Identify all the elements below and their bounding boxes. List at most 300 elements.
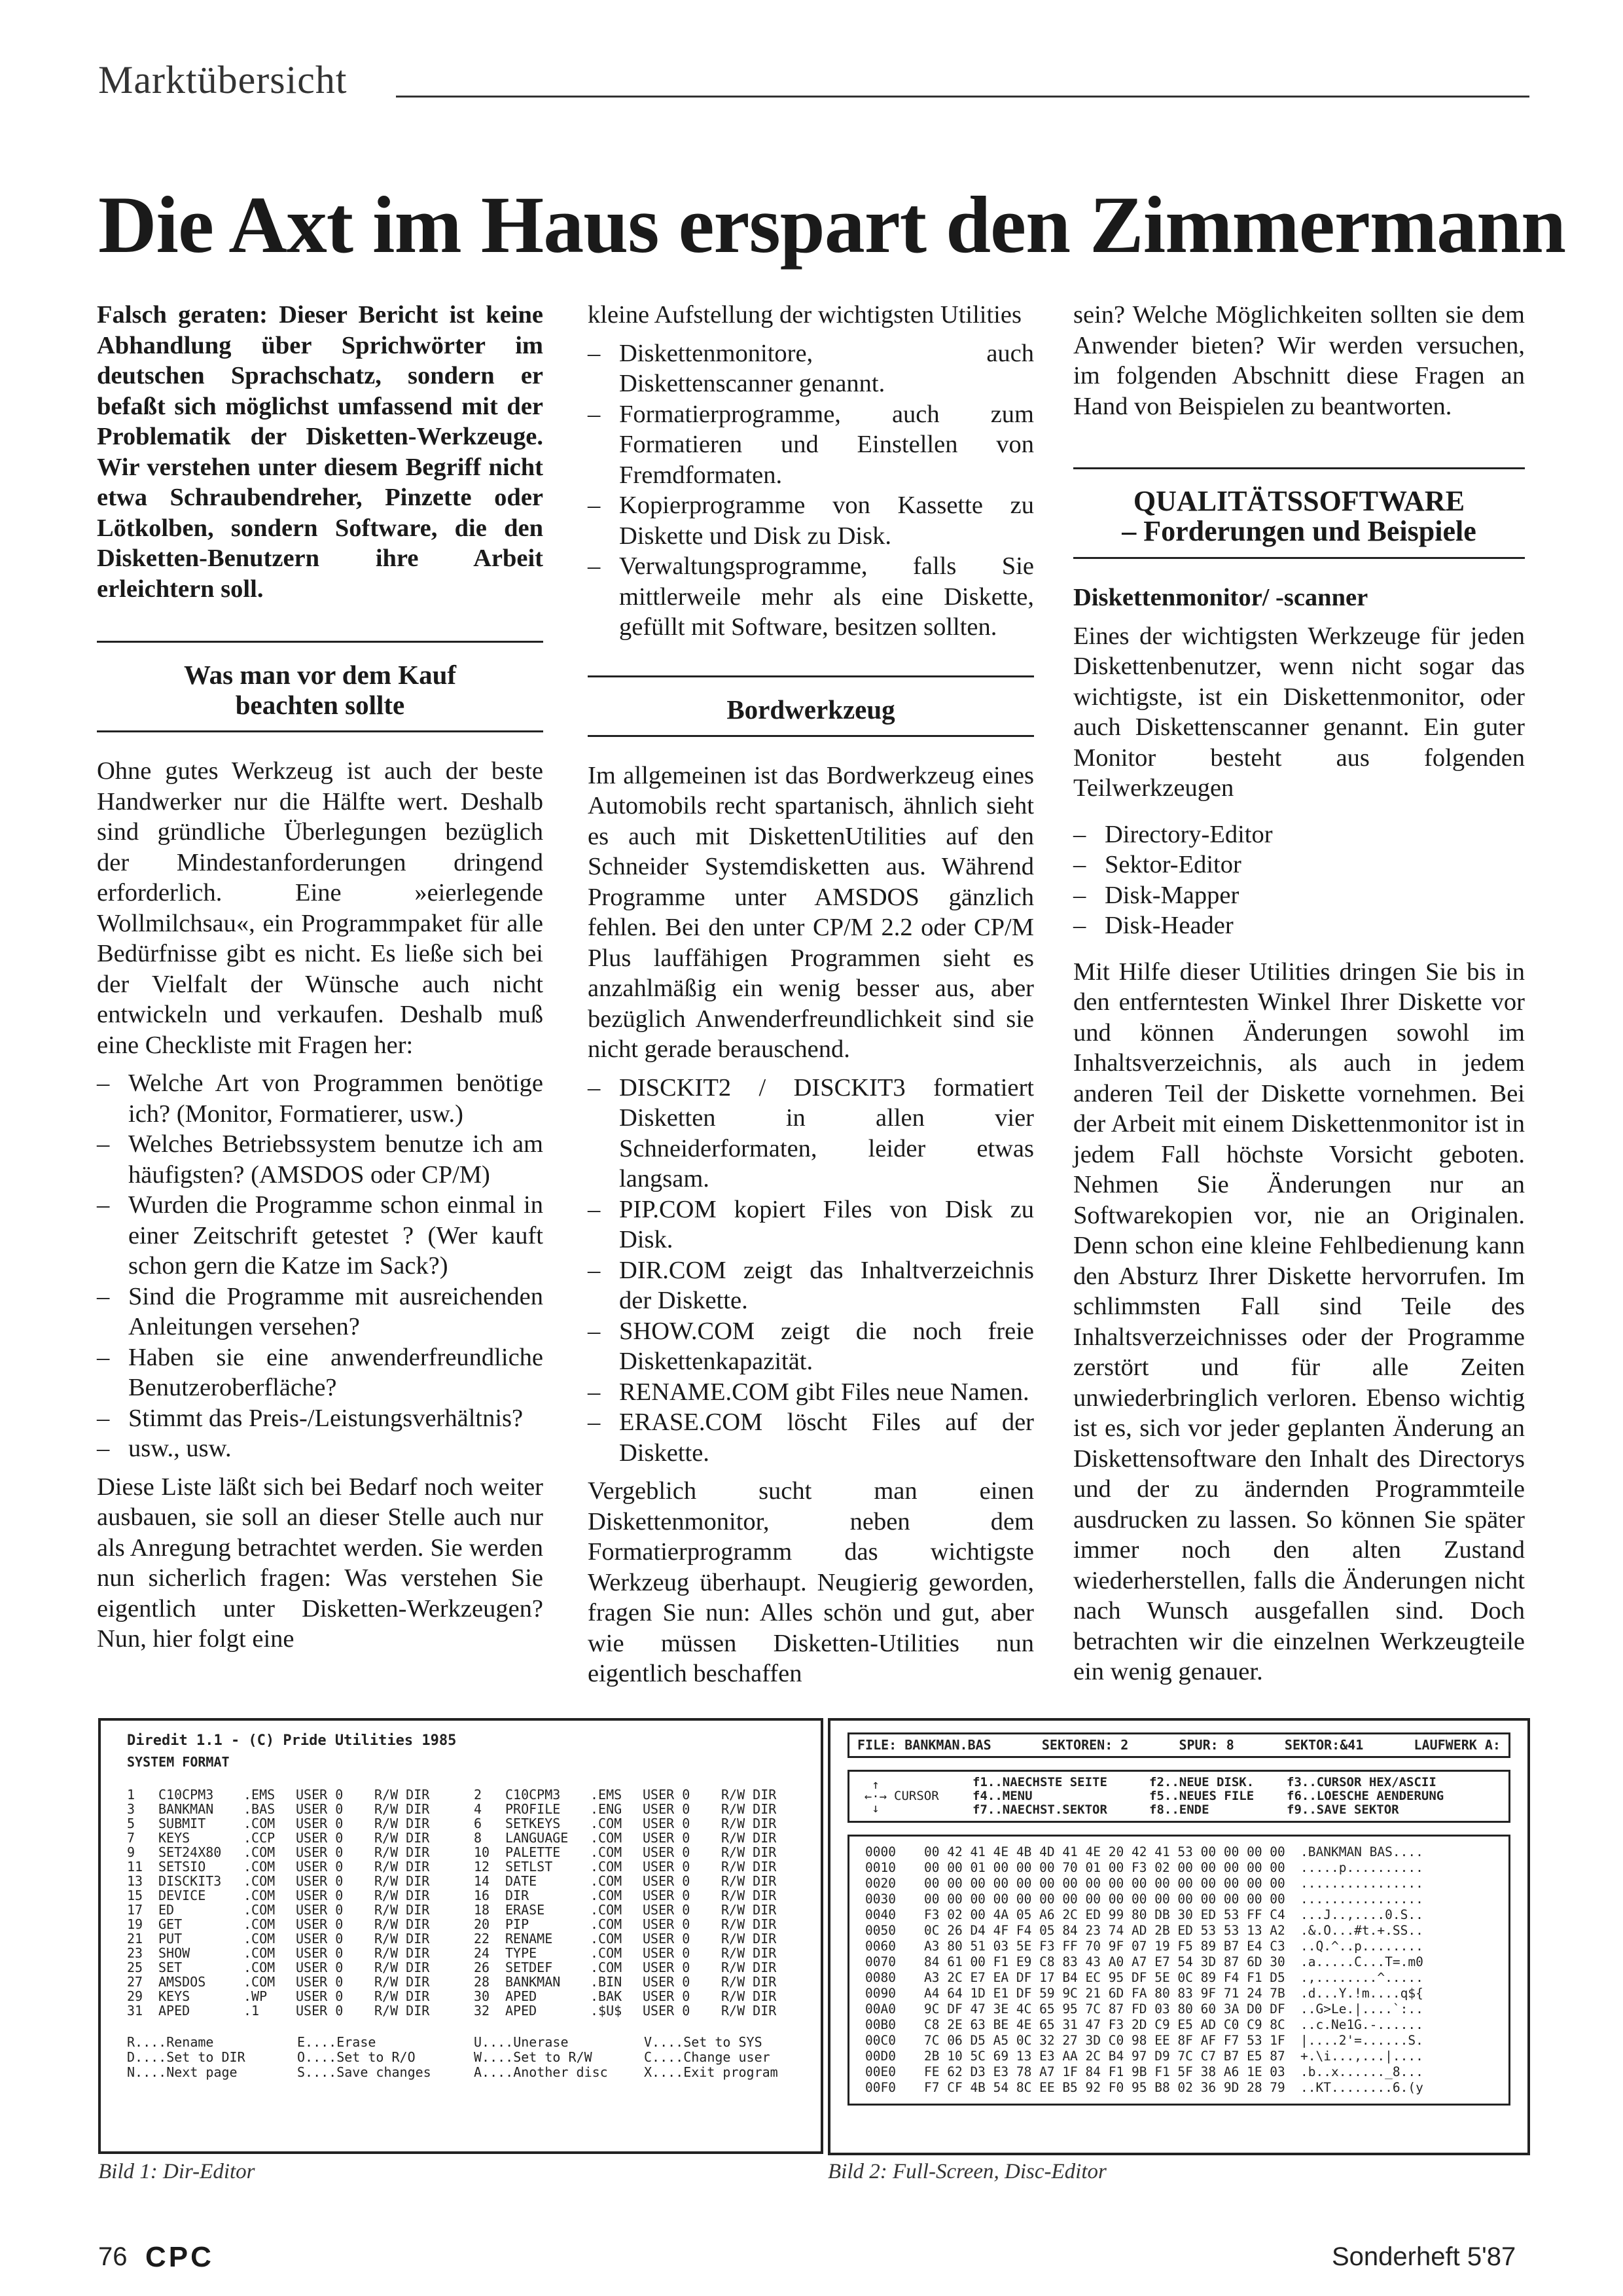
dir-entry-cell: DISCKIT3 <box>158 1873 222 1889</box>
dir-entry-cell: SHOW <box>158 1945 190 1961</box>
hex-offset: 00B0 <box>865 2017 896 2032</box>
dir-entry-cell: 22 <box>474 1931 490 1946</box>
issue-label: Sonderheft 5'87 <box>1332 2242 1516 2271</box>
hex-offset: 00C0 <box>865 2033 896 2048</box>
dir-entry-cell: .COM <box>243 1960 276 1975</box>
dir-entry-cell: 9 <box>127 1844 135 1860</box>
dir-entry-row <box>474 1802 794 1816</box>
lead-paragraph: Falsch geraten: Dieser Bericht ist keine Abhandlung über Sprichwörter im deutschen Sprachschatz, sondern er befaßt sich möglichst umfassend mit der Problematik der Disketten-Werkzeuge. Wir verstehen unter diesem Begriff nicht etwa Schraubendreher, Pinzette oder Lötkolben, sondern Software, die den Disketten-Benutzern ihre Arbeit erleichtern soll. <box>97 301 543 603</box>
dir-listing-right <box>474 1787 794 2018</box>
dir-entry-row <box>127 1917 448 1931</box>
hex-ascii: ...J..,....0.S.. <box>1300 1907 1423 1922</box>
list-item: – Disk-Header <box>1073 910 1525 941</box>
dir-entry-cell: USER 0 <box>296 1974 344 1990</box>
dir-entry-cell: .WP <box>243 1988 268 2004</box>
checklist <box>97 1068 543 1464</box>
dir-entry-cell: R/W DIR <box>374 1931 430 1946</box>
header-rule <box>396 96 1529 98</box>
dir-entry-cell: R/W DIR <box>374 1902 430 1918</box>
function-key-item: f3..CURSOR HEX/ASCII <box>1287 1775 1436 1789</box>
spur-label: SPUR: 8 <box>1179 1737 1234 1753</box>
dir-entry-row <box>474 1859 794 1874</box>
subheading-kauf: Was man vor dem Kauf beachten sollte <box>97 641 543 732</box>
dir-editor-title: Diredit 1.1 - (C) Pride Utilities 1985 <box>127 1732 457 1749</box>
hex-offset: 0070 <box>865 1954 896 1969</box>
dir-entry-cell: .CCP <box>243 1830 276 1846</box>
hex-bytes: A3 2C E7 EA DF 17 B4 EC 95 DF 5E 0C 89 F4 F1 D5 <box>924 1970 1285 1985</box>
hex-row <box>865 2033 1493 2049</box>
hex-row <box>865 1892 1493 1907</box>
hex-row <box>865 2017 1493 2033</box>
dir-entry-cell: 12 <box>474 1859 490 1874</box>
hex-ascii: .d...Y.!m....q${ <box>1300 1986 1423 2001</box>
dir-command: S....Save changes <box>297 2064 431 2080</box>
dir-entry-cell: USER 0 <box>643 1830 690 1846</box>
dir-entry-row <box>474 1975 794 1989</box>
dir-entry-cell: .COM <box>590 1859 622 1874</box>
subheading-line: QUALITÄTSSOFTWARE <box>1133 485 1465 517</box>
dir-command: X....Exit program <box>644 2064 778 2080</box>
hex-row <box>865 1986 1493 2001</box>
utilities-list <box>588 338 1034 643</box>
dir-listing <box>127 1787 794 2018</box>
dir-entry-cell: USER 0 <box>643 1902 690 1918</box>
dir-entry-cell: USER 0 <box>296 1945 344 1961</box>
hex-ascii: .....p.......... <box>1300 1860 1423 1875</box>
file-label: FILE: BANKMAN.BAS <box>857 1737 991 1753</box>
dir-entry-cell: .COM <box>243 1902 276 1918</box>
section-label: Marktübersicht <box>98 58 348 101</box>
list-item: – usw., usw. <box>97 1433 543 1464</box>
dir-entry-cell: R/W DIR <box>374 1916 430 1932</box>
hex-ascii: ..c.Ne1G.-...... <box>1300 2017 1423 2032</box>
monitor-tools-list <box>1073 819 1525 941</box>
dir-entry-row <box>127 1931 448 1946</box>
cursor-label: CURSOR <box>894 1789 939 1803</box>
dir-entry-cell: .COM <box>243 1859 276 1874</box>
hex-offset: 0050 <box>865 1923 896 1938</box>
dir-entry-cell: USER 0 <box>296 1816 344 1831</box>
list-item: – Wurden die Programme schon einmal in einer Zeitschrift getestet ? (Wer kauft schon gern die Katze im Sack?) <box>97 1190 543 1282</box>
function-key-item: f7..NAECHST.SEKTOR <box>972 1803 1107 1817</box>
function-key-item: f8..ENDE <box>1149 1803 1209 1817</box>
list-item: – Haben sie eine anwenderfreundliche Benutzeroberfläche? <box>97 1342 543 1403</box>
list-item: – Formatierprogramme, auch zum Formatieren und Einstellen von Fremdformaten. <box>588 399 1034 491</box>
hex-ascii: |....2'=......S. <box>1300 2033 1423 2048</box>
hex-bytes: 00 00 01 00 00 00 70 01 00 F3 02 00 00 00 00 00 <box>924 1860 1285 1875</box>
dir-entry-row <box>474 1946 794 1960</box>
dir-entry-cell: R/W DIR <box>374 1816 430 1831</box>
list-item: – Kopierprogramme von Kassette zu Diskette und Disk zu Disk. <box>588 490 1034 551</box>
dir-entry-cell: .BAS <box>243 1801 276 1817</box>
dir-entry-cell: .BIN <box>590 1974 622 1990</box>
dir-command: U....Unerase <box>474 2034 569 2050</box>
dir-entry-cell: .COM <box>590 1816 622 1831</box>
dir-entry-cell: APED <box>505 1988 537 2004</box>
dir-entry-cell: SET24X80 <box>158 1844 222 1860</box>
dir-entry-cell: R/W DIR <box>374 1888 430 1903</box>
subsubheading: Diskettenmonitor/ -scanner <box>1073 584 1368 611</box>
dir-entry-cell: .EMS <box>243 1787 276 1803</box>
dir-entry-cell: .COM <box>243 1844 276 1860</box>
list-item: – PIP.COM kopiert Files von Disk zu Disk. <box>588 1194 1034 1255</box>
tools-list <box>588 1073 1034 1469</box>
dir-entry-cell: 7 <box>127 1830 135 1846</box>
dir-entry-cell: KEYS <box>158 1988 190 2004</box>
dir-entry-cell: 6 <box>474 1816 482 1831</box>
hex-bytes: A4 64 1D E1 DF 59 9C 21 6D FA 80 83 9F 71 24 7B <box>924 1986 1285 2001</box>
paragraph: Ohne gutes Werkzeug ist auch der beste Handwerker nur die Hälfte wert. Deshalb sind gründliche Überlegungen bezüglich der Mindestanforderungen dringend erforderlich. Eine »eierlegende Wollmilchsau«, ein Programmpaket für alle Bedürfnisse gibt es nicht. Es ließe sich bei der Vielfalt der Wünsche auch nicht entwickeln und verkaufen. Deshalb muß eine Checkliste mit Fragen her: <box>97 757 543 1059</box>
dir-command: A....Another disc <box>474 2064 608 2080</box>
dir-entry-cell: R/W DIR <box>374 1801 430 1817</box>
hex-offset: 00F0 <box>865 2080 896 2095</box>
dir-entry-row <box>474 1917 794 1931</box>
dir-entry-cell: .COM <box>590 1916 622 1932</box>
hex-bytes: F7 CF 4B 54 8C EE B5 92 F0 95 B8 02 36 9D 28 79 <box>924 2080 1285 2095</box>
dir-entry-cell: R/W DIR <box>721 1931 777 1946</box>
paragraph: kleine Aufstellung der wichtigsten Utilities <box>588 301 1022 329</box>
dir-entry-cell: 27 <box>127 1974 143 1990</box>
hex-offset: 0040 <box>865 1907 896 1922</box>
dir-entry-cell: 11 <box>127 1859 143 1874</box>
dir-entry-cell: R/W DIR <box>374 1960 430 1975</box>
dir-entry-cell: R/W DIR <box>721 1974 777 1990</box>
dir-entry-cell: 28 <box>474 1974 490 1990</box>
hex-row <box>865 2080 1493 2096</box>
dir-entry-row <box>127 1816 448 1831</box>
hex-ascii: ................ <box>1300 1892 1423 1907</box>
dir-entry-row <box>127 2003 448 2018</box>
dir-entry-row <box>474 1845 794 1859</box>
dir-entry-cell: R/W DIR <box>374 1844 430 1860</box>
dir-command: W....Set to R/W <box>474 2049 592 2065</box>
disc-editor-status-bar <box>847 1732 1510 1758</box>
list-item: – Sektor-Editor <box>1073 850 1525 880</box>
dir-command: E....Erase <box>297 2034 376 2050</box>
dir-entry-cell: ERASE <box>505 1902 545 1918</box>
hex-ascii: ..Q.^..p........ <box>1300 1939 1423 1954</box>
list-item: – DIR.COM zeigt das Inhaltverzeichnis der Diskette. <box>588 1255 1034 1316</box>
dir-entry-cell: 16 <box>474 1888 490 1903</box>
dir-entry-cell: LANGUAGE <box>505 1830 569 1846</box>
sektoren-label: SEKTOREN: 2 <box>1041 1737 1129 1753</box>
hex-row <box>865 1939 1493 1954</box>
hex-bytes: 00 42 41 4E 4B 4D 41 4E 20 42 41 53 00 00 00 00 <box>924 1844 1285 1859</box>
dir-entry-cell: USER 0 <box>296 1902 344 1918</box>
dir-entry-cell: .COM <box>243 1931 276 1946</box>
figure-disc-editor <box>828 1718 1530 2155</box>
dir-entry-cell: USER 0 <box>643 1888 690 1903</box>
dir-entry-cell: KEYS <box>158 1830 190 1846</box>
paragraph: Im allgemeinen ist das Bordwerkzeug eines Automobils recht spartanisch, ähnlich sieht es auch mit DiskettenUtilities auf den Schneider Systemdisketten aus. Während Programme unter AMSDOS gänzlich fehlen. Bei den unter CP/M 2.2 oder CP/M Plus lauffähigen Programmen sieht es anzahlmäßig ein wenig besser aus, aber bezüglich Anwenderfreundlichkeit sind sie nicht gerade berauschend. <box>588 761 1034 1063</box>
dir-editor-subtitle: SYSTEM FORMAT <box>127 1754 230 1770</box>
dir-command: O....Set to R/O <box>297 2049 416 2065</box>
dir-entry-cell: USER 0 <box>643 2003 690 2018</box>
hex-offset: 0020 <box>865 1876 896 1891</box>
dir-entry-cell: R/W DIR <box>721 1801 777 1817</box>
dir-entry-cell: .COM <box>243 1916 276 1932</box>
dir-entry-cell: USER 0 <box>643 1916 690 1932</box>
hex-row <box>865 1954 1493 1970</box>
function-key-item: f1..NAECHSTE SEITE <box>972 1775 1107 1789</box>
hex-offset: 0010 <box>865 1860 896 1875</box>
dir-entry-cell: 19 <box>127 1916 143 1932</box>
paragraph: Mit Hilfe dieser Utilities dringen Sie bis in den entferntesten Winkel Ihrer Diskette vor und können Änderungen sowohl im Inhaltsverzeichnis, als auch in jedem anderen Teil der Diskette vornehmen. Bei der Arbeit mit einem Diskettenmonitor ist in jedem Fall höchste Vorsicht geboten. Nehmen Sie Änderungen nur an Softwarekopien vor, nie an Originalen. Denn schon eine kleine Fehlbedienung kann den Absturz Ihrer Diskette hervorrufen. Im schlimmsten Fall sind Teile des Inhaltsverzeichnisses oder der Programme zerstört und für alle Zeiten unwiederbringlich verloren. Ebenso wichtig ist es, sich vor jeder geplanten Änderung an Diskettensoftware den Inhalt des Directorys und der zu ändernden Programmteile ausdrucken zu lassen. So können Sie später immer noch den alten Zustand wiederherstellen, falls die Änderungen nicht nach Wunsch ausgefallen sind. Doch betrachten wir die einzelnen Werkzeugteile ein wenig genauer. <box>1073 958 1525 1685</box>
dir-entry-cell: .COM <box>590 1902 622 1918</box>
hex-offset: 0000 <box>865 1844 896 1859</box>
dir-entry-cell: 32 <box>474 2003 490 2018</box>
dir-entry-cell: 21 <box>127 1931 143 1946</box>
dir-command: C....Change user <box>644 2049 770 2065</box>
dir-entry-cell: R/W DIR <box>374 1974 430 1990</box>
hex-bytes: FE 62 D3 E3 78 A7 1F 84 F1 9B F1 5F 38 A6 1E 03 <box>924 2064 1285 2079</box>
dir-command: R....Rename <box>127 2034 214 2050</box>
hex-bytes: 00 00 00 00 00 00 00 00 00 00 00 00 00 00 00 00 <box>924 1892 1285 1907</box>
dir-entry-row <box>127 1989 448 2003</box>
dir-entry-cell: .COM <box>590 1873 622 1889</box>
dir-entry-cell: 2 <box>474 1787 482 1803</box>
dir-entry-cell: 13 <box>127 1873 143 1889</box>
dir-entry-cell: USER 0 <box>643 1931 690 1946</box>
dir-entry-cell: SETKEYS <box>505 1816 561 1831</box>
dir-entry-cell: 3 <box>127 1801 135 1817</box>
dir-entry-row <box>474 2003 794 2018</box>
dir-entry-row <box>474 1874 794 1888</box>
dir-entry-cell: USER 0 <box>296 1931 344 1946</box>
dir-entry-cell: 31 <box>127 2003 143 2018</box>
dir-entry-row <box>474 1989 794 2003</box>
hex-bytes: 84 61 00 F1 E9 C8 83 43 A0 A7 E7 54 3D 87 6D 30 <box>924 1954 1285 1969</box>
dir-entry-row <box>474 1888 794 1903</box>
dir-entry-cell: .COM <box>243 1816 276 1831</box>
list-item: – Sind die Programme mit ausreichenden Anleitungen versehen? <box>97 1282 543 1342</box>
dir-entry-cell: BANKMAN <box>158 1801 214 1817</box>
list-item: – Directory-Editor <box>1073 819 1525 850</box>
dir-entry-cell: R/W DIR <box>721 2003 777 2018</box>
dir-entry-cell: USER 0 <box>643 1816 690 1831</box>
hex-ascii: .BANKMAN BAS.... <box>1300 1844 1423 1859</box>
function-key-item: f2..NEUE DISK. <box>1149 1775 1255 1789</box>
dir-entry-cell: USER 0 <box>643 1844 690 1860</box>
dir-entry-cell: R/W DIR <box>721 1960 777 1975</box>
function-key-menu <box>972 1776 1501 1817</box>
dir-commands <box>127 2035 794 2079</box>
dir-entry-cell: .COM <box>590 1830 622 1846</box>
dir-entry-cell: R/W DIR <box>721 1830 777 1846</box>
hex-row <box>865 1970 1493 1986</box>
dir-entry-cell: R/W DIR <box>374 1859 430 1874</box>
headline: Die Axt im Haus erspart den Zimmermann <box>98 180 1566 270</box>
list-item: – Verwaltungsprogramme, falls Sie mittlerweile mehr als eine Diskette, gefüllt mit Software, besitzen sollten. <box>588 551 1034 643</box>
hex-offset: 0060 <box>865 1939 896 1954</box>
hex-bytes: A3 80 51 03 5E F3 FF 70 9F 07 19 F5 89 B7 E4 C3 <box>924 1939 1285 1954</box>
dir-entry-cell: R/W DIR <box>721 1816 777 1831</box>
dir-entry-cell: APED <box>158 2003 190 2018</box>
function-key-item: f9..SAVE SEKTOR <box>1287 1803 1399 1817</box>
dir-entry-cell: USER 0 <box>296 1844 344 1860</box>
dir-entry-cell: R/W DIR <box>374 2003 430 2018</box>
hex-row <box>865 2049 1493 2064</box>
dir-entry-cell: .COM <box>243 1873 276 1889</box>
list-item: – SHOW.COM zeigt die noch freie Diskettenkapazität. <box>588 1316 1034 1377</box>
paragraph: Vergeblich sucht man einen Diskettenmonitor, neben dem Formatierprogramm das wichtigste Werkzeug überhaupt. Neugierig geworden, fragen Sie nun: Alles schön und gut, aber wie müssen Disketten-Utilities nun eigentlich beschaffen <box>588 1477 1034 1687</box>
dir-entry-cell: R/W DIR <box>721 1988 777 2004</box>
dir-entry-cell: BANKMAN <box>505 1974 561 1990</box>
dir-entry-cell: .COM <box>243 1888 276 1903</box>
dir-entry-cell: .ENG <box>590 1801 622 1817</box>
dir-entry-cell: USER 0 <box>296 1830 344 1846</box>
function-key-item: f4..MENU <box>972 1789 1033 1803</box>
dir-command: D....Set to DIR <box>127 2049 245 2065</box>
dir-entry-cell: R/W DIR <box>721 1916 777 1932</box>
list-item: – Diskettenmonitore, auch Diskettenscanner genannt. <box>588 338 1034 399</box>
dir-entry-cell: DIR <box>505 1888 529 1903</box>
dir-entry-cell: USER 0 <box>643 1859 690 1874</box>
dir-entry-cell: C10CPM3 <box>158 1787 214 1803</box>
hex-bytes: F3 02 00 4A 05 A6 2C ED 99 80 DB 30 ED 53 FF C4 <box>924 1907 1285 1922</box>
dir-entry-cell: R/W DIR <box>721 1787 777 1803</box>
dir-entry-cell: 5 <box>127 1816 135 1831</box>
hex-bytes: 7C 06 D5 A5 0C 32 27 3D C0 98 EE 8F AF F7 53 1F <box>924 2033 1285 2048</box>
dir-entry-cell: USER 0 <box>296 2003 344 2018</box>
dir-entry-cell: 4 <box>474 1801 482 1817</box>
list-item: – ERASE.COM löscht Files auf der Diskette. <box>588 1407 1034 1468</box>
hex-dump <box>847 1835 1510 2106</box>
dir-entry-row <box>474 1960 794 1975</box>
hex-offset: 0080 <box>865 1970 896 1985</box>
hex-row <box>865 1923 1493 1939</box>
list-item: – Stimmt das Preis-/Leistungsverhältnis? <box>97 1403 543 1434</box>
dir-entry-row <box>474 1816 794 1831</box>
hex-ascii: .b..x......_8... <box>1300 2064 1423 2079</box>
dir-entry-cell: USER 0 <box>296 1873 344 1889</box>
function-key-item: f6..LOESCHE AENDERUNG <box>1287 1789 1444 1803</box>
dir-entry-cell: USER 0 <box>296 1988 344 2004</box>
dir-entry-cell: R/W DIR <box>374 1945 430 1961</box>
dir-entry-row <box>127 1946 448 1960</box>
dir-entry-cell: PROFILE <box>505 1801 561 1817</box>
dir-entry-cell: PUT <box>158 1931 183 1946</box>
dir-entry-cell: R/W DIR <box>721 1844 777 1860</box>
dir-entry-cell: R/W DIR <box>721 1945 777 1961</box>
dir-entry-row <box>474 1903 794 1917</box>
dir-entry-cell: R/W DIR <box>721 1902 777 1918</box>
dir-entry-cell: 1 <box>127 1787 135 1803</box>
dir-entry-cell: .1 <box>243 2003 260 2018</box>
dir-entry-row <box>127 1903 448 1917</box>
hex-offset: 0090 <box>865 1986 896 2001</box>
dir-entry-row <box>127 1859 448 1874</box>
hex-offset: 00D0 <box>865 2049 896 2064</box>
dir-entry-cell: USER 0 <box>296 1960 344 1975</box>
dir-entry-row <box>474 1787 794 1802</box>
list-item: – Welche Art von Programmen benötige ich? (Monitor, Formatierer, usw.) <box>97 1068 543 1129</box>
hex-ascii: ..KT........6.(y <box>1300 2080 1423 2095</box>
dir-entry-cell: R/W DIR <box>721 1873 777 1889</box>
dir-entry-cell: 17 <box>127 1902 143 1918</box>
dir-entry-cell: R/W DIR <box>721 1888 777 1903</box>
column-3 <box>1073 300 1525 1695</box>
dir-entry-cell: 26 <box>474 1960 490 1975</box>
hex-bytes: 2B 10 5C 69 13 E3 AA 2C B4 97 D9 7C C7 B7 E5 87 <box>924 2049 1285 2064</box>
dir-entry-cell: 10 <box>474 1844 490 1860</box>
dir-entry-cell: AMSDOS <box>158 1974 206 1990</box>
dir-entry-cell: .EMS <box>590 1787 622 1803</box>
dir-entry-cell: 24 <box>474 1945 490 1961</box>
paragraph: sein? Welche Möglichkeiten sollten sie dem Anwender bieten? Wir werden versuchen, im folgenden Abschnitt diese Fragen an Hand von Beispielen zu beantworten. <box>1073 301 1525 420</box>
subheading-line: – Forderungen und Beispiele <box>1122 515 1476 547</box>
dir-entry-cell: USER 0 <box>643 1801 690 1817</box>
dir-entry-cell: USER 0 <box>643 1787 690 1803</box>
dir-entry-cell: SUBMIT <box>158 1816 206 1831</box>
disc-editor-menu <box>847 1770 1510 1823</box>
hex-ascii: .&.O...#t.+.SS.. <box>1300 1923 1423 1938</box>
dir-entry-cell: USER 0 <box>296 1916 344 1932</box>
dir-entry-cell: SET <box>158 1960 183 1975</box>
hex-bytes: C8 2E 63 BE 4E 65 31 47 F3 2D C9 E5 AD C0 C9 8C <box>924 2017 1285 2032</box>
list-item: – RENAME.COM gibt Files neue Namen. <box>588 1377 1034 1408</box>
hex-row <box>865 2001 1493 2017</box>
dir-entry-cell: .COM <box>590 1960 622 1975</box>
cursor-keys-icon: ↑ ←·→ ↓ <box>864 1777 887 1816</box>
hex-offset: 0030 <box>865 1892 896 1907</box>
dir-entry-row <box>127 1831 448 1845</box>
dir-entry-row <box>127 1845 448 1859</box>
dir-entry-cell: .BAK <box>590 1988 622 2004</box>
dir-entry-cell: SETSIO <box>158 1859 206 1874</box>
dir-entry-cell: 18 <box>474 1902 490 1918</box>
dir-entry-cell: R/W DIR <box>721 1859 777 1874</box>
hex-ascii: .,........^..... <box>1300 1970 1423 1985</box>
dir-entry-cell: PALETTE <box>505 1844 561 1860</box>
dir-entry-cell: USER 0 <box>643 1873 690 1889</box>
subheading-qualitaet <box>1073 467 1525 559</box>
dir-entry-cell: .COM <box>243 1945 276 1961</box>
hex-bytes: 9C DF 47 3E 4C 65 95 7C 87 FD 03 80 60 3A D0 DF <box>924 2001 1285 2017</box>
dir-entry-cell: GET <box>158 1916 183 1932</box>
dir-entry-row <box>127 1975 448 1989</box>
list-item: – Disk-Mapper <box>1073 880 1525 911</box>
dir-entry-cell: 15 <box>127 1888 143 1903</box>
dir-entry-cell: USER 0 <box>296 1859 344 1874</box>
dir-entry-cell: USER 0 <box>296 1801 344 1817</box>
dir-entry-cell: USER 0 <box>296 1787 344 1803</box>
dir-entry-cell: USER 0 <box>643 1945 690 1961</box>
dir-entry-cell: 30 <box>474 1988 490 2004</box>
dir-entry-row <box>474 1931 794 1946</box>
dir-entry-cell: 23 <box>127 1945 143 1961</box>
dir-entry-cell: R/W DIR <box>374 1873 430 1889</box>
hex-ascii: .a.....C...T=.m0 <box>1300 1954 1423 1969</box>
dir-entry-cell: DEVICE <box>158 1888 206 1903</box>
dir-entry-cell: .COM <box>590 1888 622 1903</box>
dir-entry-cell: 14 <box>474 1873 490 1889</box>
column-1 <box>97 300 543 1662</box>
dir-entry-cell: 8 <box>474 1830 482 1846</box>
dir-entry-cell: ED <box>158 1902 175 1918</box>
column-2 <box>588 300 1034 1697</box>
dir-entry-row <box>127 1787 448 1802</box>
hex-row <box>865 1844 1493 1860</box>
dir-entry-cell: SETLST <box>505 1859 553 1874</box>
hex-row <box>865 1860 1493 1876</box>
dir-entry-cell: .COM <box>590 1945 622 1961</box>
hex-offset: 00E0 <box>865 2064 896 2079</box>
dir-entry-cell: .COM <box>590 1931 622 1946</box>
dir-entry-cell: TYPE <box>505 1945 537 1961</box>
dir-entry-row <box>127 1874 448 1888</box>
hex-row <box>865 1876 1493 1892</box>
